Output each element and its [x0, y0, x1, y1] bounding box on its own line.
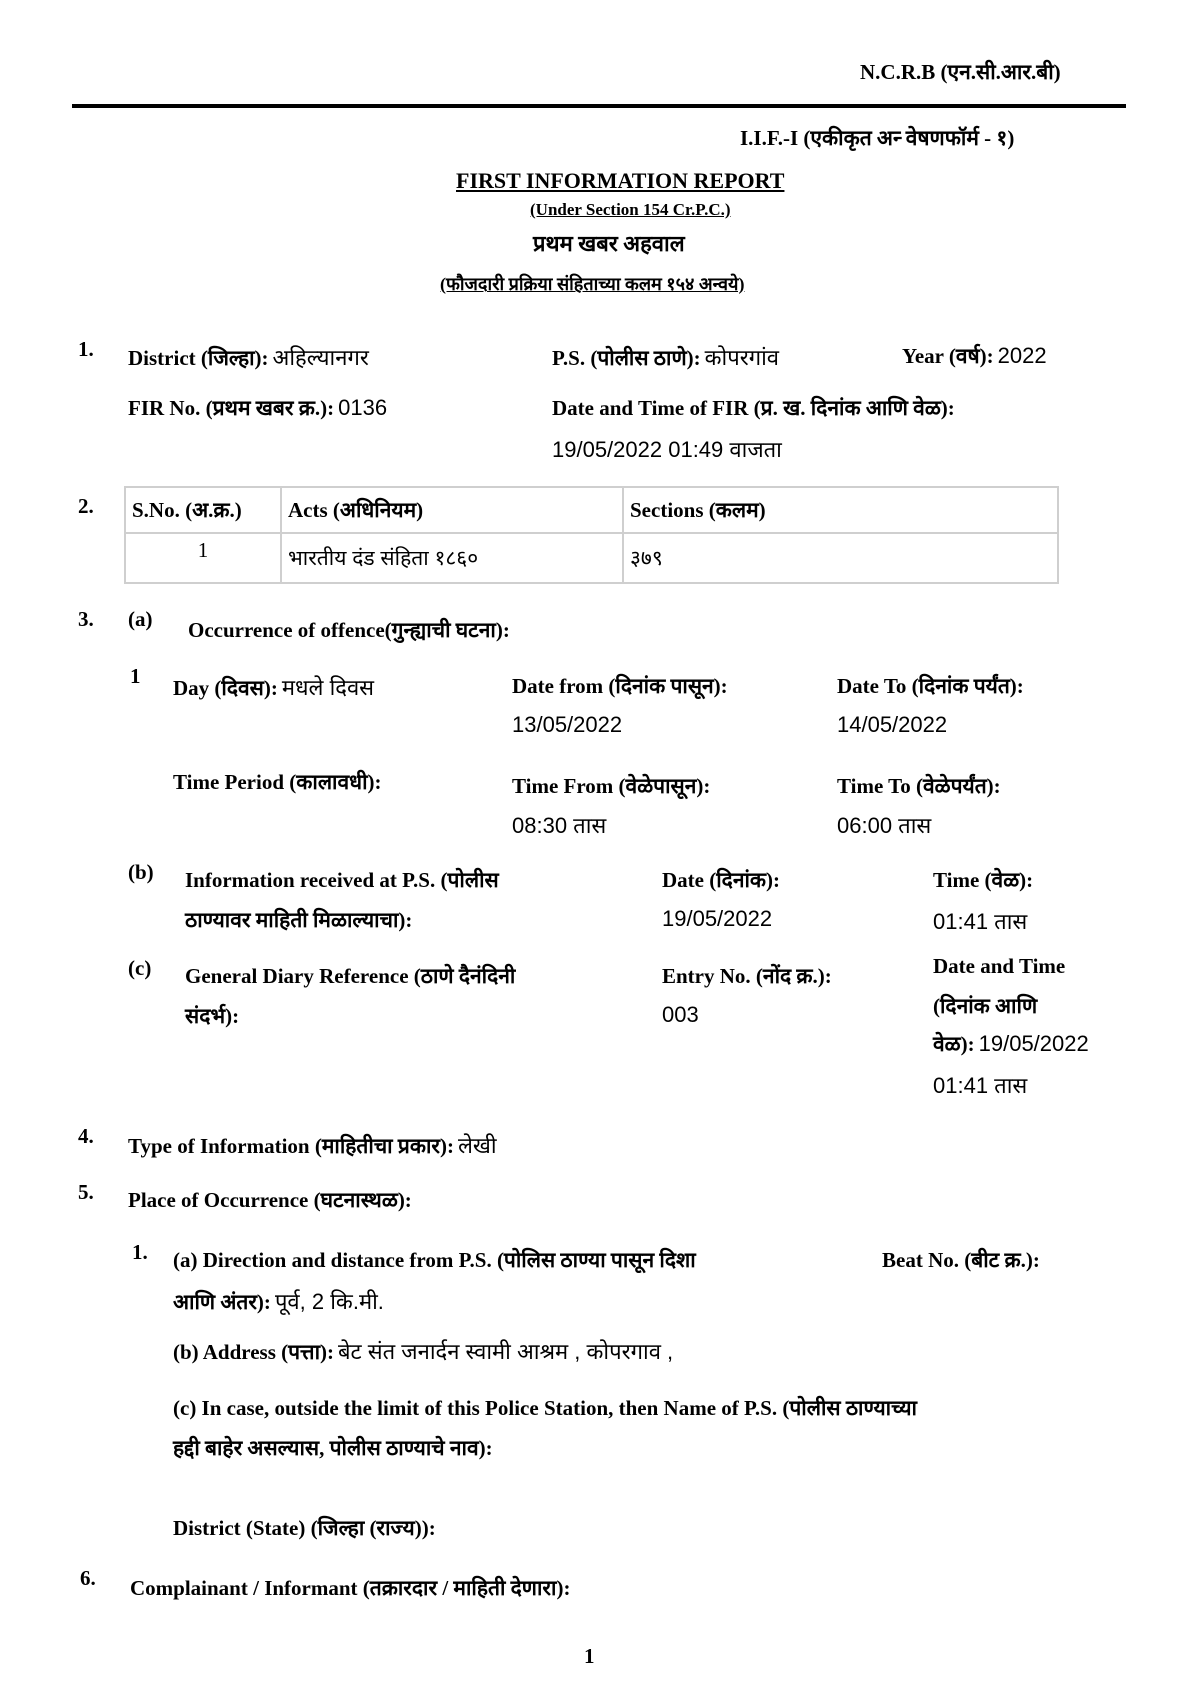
place-item-number: 1.	[132, 1240, 148, 1264]
address-label: (b) Address (पत्ता):	[173, 1340, 334, 1364]
gd-datetime-value-2: 01:41 तास	[933, 1073, 1028, 1098]
day-label: Day (दिवस):	[173, 676, 278, 700]
gd-datetime-value-1: 19/05/2022	[978, 1031, 1089, 1056]
day-field	[173, 672, 374, 702]
outside-limit-label-2: हद्दी बाहेर असल्यास, पोलीस ठाण्याचे नाव):	[173, 1436, 493, 1460]
ps-label: P.S. (पोलीस ठाणे):	[552, 346, 701, 370]
info-received-label-2: ठाण्यावर माहिती मिळाल्याचा):	[185, 908, 413, 932]
fir-value: 0136	[338, 395, 388, 420]
date-to-value: 14/05/2022	[837, 712, 948, 737]
info-type-field	[128, 1130, 497, 1160]
ncrb-header: N.C.R.B (एन.सी.आर.बी)	[860, 60, 1061, 84]
address-field	[173, 1336, 673, 1366]
date-from-value: 13/05/2022	[512, 712, 623, 737]
date-to-label: Date To (दिनांक पर्यंत):	[837, 674, 1024, 698]
date-from-label: Date from (दिनांक पासून):	[512, 674, 728, 698]
fir-datetime-value: 19/05/2022 01:49 वाजता	[552, 437, 782, 462]
section-3a-label: (a)	[128, 607, 153, 631]
document-title-marathi: प्रथम खबर अहवाल	[533, 231, 685, 256]
time-to-value: 06:00 तास	[837, 813, 932, 838]
info-received-label-1: Information received at P.S. (पोलीस	[185, 868, 499, 892]
beat-number-label: Beat No. (बीट क्र.):	[882, 1248, 1040, 1272]
direction-label-1: (a) Direction and distance from P.S. (पोलिस ठाण्या पासून दिशा	[173, 1248, 696, 1272]
gd-datetime-field	[933, 1030, 1089, 1058]
place-of-occurrence-label: Place of Occurrence (घटनास्थळ):	[128, 1188, 412, 1212]
district-label: District (जिल्हा):	[128, 346, 269, 370]
section-3c-label: (c)	[128, 956, 152, 980]
time-to-label: Time To (वेळेपर्यंत):	[837, 774, 1001, 798]
gd-reference-label-1: General Diary Reference (ठाणे दैनंदिनी	[185, 964, 516, 988]
time-from-value: 08:30 तास	[512, 813, 607, 838]
header-divider	[72, 104, 1126, 108]
time-period-label: Time Period (कालावधी):	[173, 770, 382, 794]
section-3b-label: (b)	[128, 860, 154, 884]
direction-field	[173, 1286, 384, 1316]
sno-cell: 1	[125, 533, 281, 583]
fir-label: FIR No. (प्रथम खबर क्र.):	[128, 396, 335, 420]
iif-label: I.I.F.-I (एकीकृत अन्‍ वेषणफॉर्म - १)	[740, 126, 1015, 150]
info-date-label: Date (दिनांक):	[662, 868, 781, 892]
section-2-number: 2.	[78, 494, 94, 518]
district-state-label: District (State) (जिल्हा (राज्य)):	[173, 1516, 436, 1540]
sno-header: S.No. (अ.क्र.)	[125, 487, 281, 533]
section-1-number: 1.	[78, 337, 94, 361]
occurrence-item-number: 1	[130, 664, 141, 688]
year-value: 2022	[997, 343, 1047, 368]
direction-value: पूर्व, 2 कि.मी.	[274, 1289, 384, 1314]
info-time-label: Time (वेळ):	[933, 868, 1034, 892]
district-field	[128, 342, 369, 372]
outside-limit-label-1: (c) In case, outside the limit of this Police Station, then Name of P.S. (पोलीस ठाण्याच्या	[173, 1396, 918, 1420]
sections-header: Sections (कलम)	[623, 487, 1058, 533]
direction-label-2: आणि अंतर):	[173, 1290, 271, 1314]
table-row	[125, 533, 1058, 583]
district-value: अहिल्यानगर	[272, 345, 369, 370]
act-cell: भारतीय दंड संहिता १८६०	[281, 533, 623, 583]
entry-number-label: Entry No. (नोंद क्र.):	[662, 964, 832, 988]
gd-reference-label-2: संदर्भ):	[185, 1004, 240, 1028]
police-station-field	[552, 342, 779, 372]
section-3-number: 3.	[78, 607, 94, 631]
info-time-value: 01:41 तास	[933, 909, 1028, 934]
section-4-number: 4.	[78, 1124, 94, 1148]
gd-datetime-label-3: वेळ):	[933, 1032, 975, 1056]
entry-number-value: 003	[662, 1002, 699, 1027]
section-5-number: 5.	[78, 1180, 94, 1204]
section-cell: ३७९	[623, 533, 1058, 583]
fir-number-field	[128, 394, 387, 422]
year-field	[902, 342, 1047, 370]
acts-header: Acts (अधिनियम)	[281, 487, 623, 533]
document-subtitle: (Under Section 154 Cr.P.C.)	[530, 200, 731, 219]
info-type-value: लेखी	[457, 1133, 497, 1158]
ps-value: कोपरगांव	[704, 345, 780, 370]
section-6-number: 6.	[80, 1566, 96, 1590]
complainant-label: Complainant / Informant (तक्रारदार / माहिती देणारा):	[130, 1576, 571, 1600]
year-label: Year (वर्ष):	[902, 344, 994, 368]
document-title: FIRST INFORMATION REPORT	[456, 168, 785, 193]
gd-datetime-label-1: Date and Time	[933, 954, 1066, 978]
day-value: मधले दिवस	[281, 675, 375, 700]
address-value: बेट संत जनार्दन स्वामी आश्रम , कोपरगाव ,	[338, 1339, 674, 1364]
fir-datetime-label: Date and Time of FIR (प्र. ख. दिनांक आणि वेळ):	[552, 396, 955, 420]
occurrence-label: Occurrence of offence(गुन्ह्याची घटना):	[188, 618, 510, 642]
acts-table-header	[125, 487, 1058, 533]
info-date-value: 19/05/2022	[662, 906, 773, 931]
acts-table	[124, 486, 1059, 584]
document-subtitle-marathi: (फौजदारी प्रक्रिया संहिताच्या कलम १५४ अन्वये)	[440, 274, 745, 294]
info-type-label: Type of Information (माहितीचा प्रकार):	[128, 1134, 454, 1158]
page-number: 1	[584, 1644, 595, 1668]
time-from-label: Time From (वेळेपासून):	[512, 774, 711, 798]
gd-datetime-label-2: (दिनांक आणि	[933, 994, 1038, 1018]
